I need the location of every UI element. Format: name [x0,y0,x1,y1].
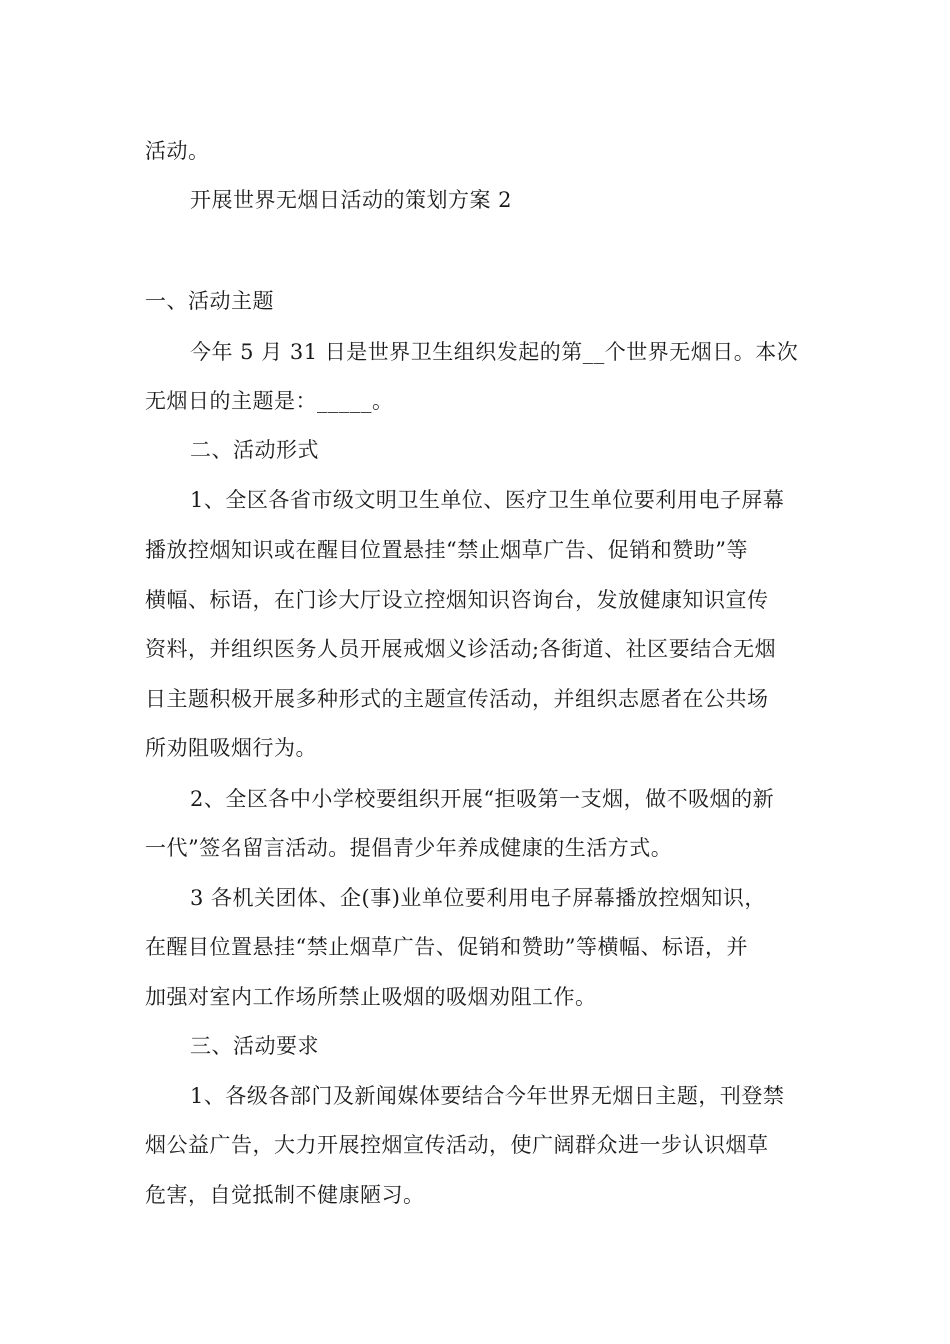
paragraph-line: 横幅、标语，在门诊大厅设立控烟知识咨询台，发放健康知识宣传 [145,588,769,612]
paragraph-line: 1、各级各部门及新闻媒体要结合今年世界无烟日主题，刊登禁 [190,1084,785,1108]
paragraph-line: 今年 5 月 31 日是世界卫生组织发起的第__个世界无烟日。本次 [190,340,799,364]
paragraph-line: 日主题积极开展多种形式的主题宣传活动，并组织志愿者在公共场 [145,687,769,711]
paragraph-line: 1、全区各省市级文明卫生单位、医疗卫生单位要利用电子屏幕 [190,488,785,512]
paragraph-line: 加强对室内工作场所禁止吸烟的吸烟劝阻工作。 [145,985,597,1009]
paragraph-line: 播放控烟知识或在醒目位置悬挂“禁止烟草广告、促销和赞助”等 [145,538,748,562]
paragraph-line: 资料，并组织医务人员开展戒烟义诊活动;各街道、社区要结合无烟 [145,637,777,661]
paragraph-line: 烟公益广告，大力开展控烟宣传活动，使广阔群众进一步认识烟草 [145,1133,769,1157]
paragraph-line: 活动。 [145,139,210,163]
paragraph-line: 所劝阻吸烟行为。 [145,736,317,760]
section-title: 开展世界无烟日活动的策划方案 2 [190,188,513,212]
paragraph-line: 在醒目位置悬挂“禁止烟草广告、促销和赞助”等横幅、标语，并 [145,935,748,959]
paragraph-line: 2、全区各中小学校要组织开展“拒吸第一支烟，做不吸烟的新 [190,787,775,811]
section-heading: 三、活动要求 [190,1034,319,1058]
paragraph-line: 3 各机关团体、企(事)业单位要利用电子屏幕播放控烟知识， [190,886,766,910]
section-heading: 一、活动主题 [145,289,274,313]
paragraph-line: 一代”签名留言活动。提倡青少年养成健康的生活方式。 [145,836,673,860]
section-heading: 二、活动形式 [190,438,319,462]
paragraph-line: 危害，自觉抵制不健康陋习。 [145,1183,425,1207]
paragraph-line: 无烟日的主题是：_____。 [145,389,394,413]
